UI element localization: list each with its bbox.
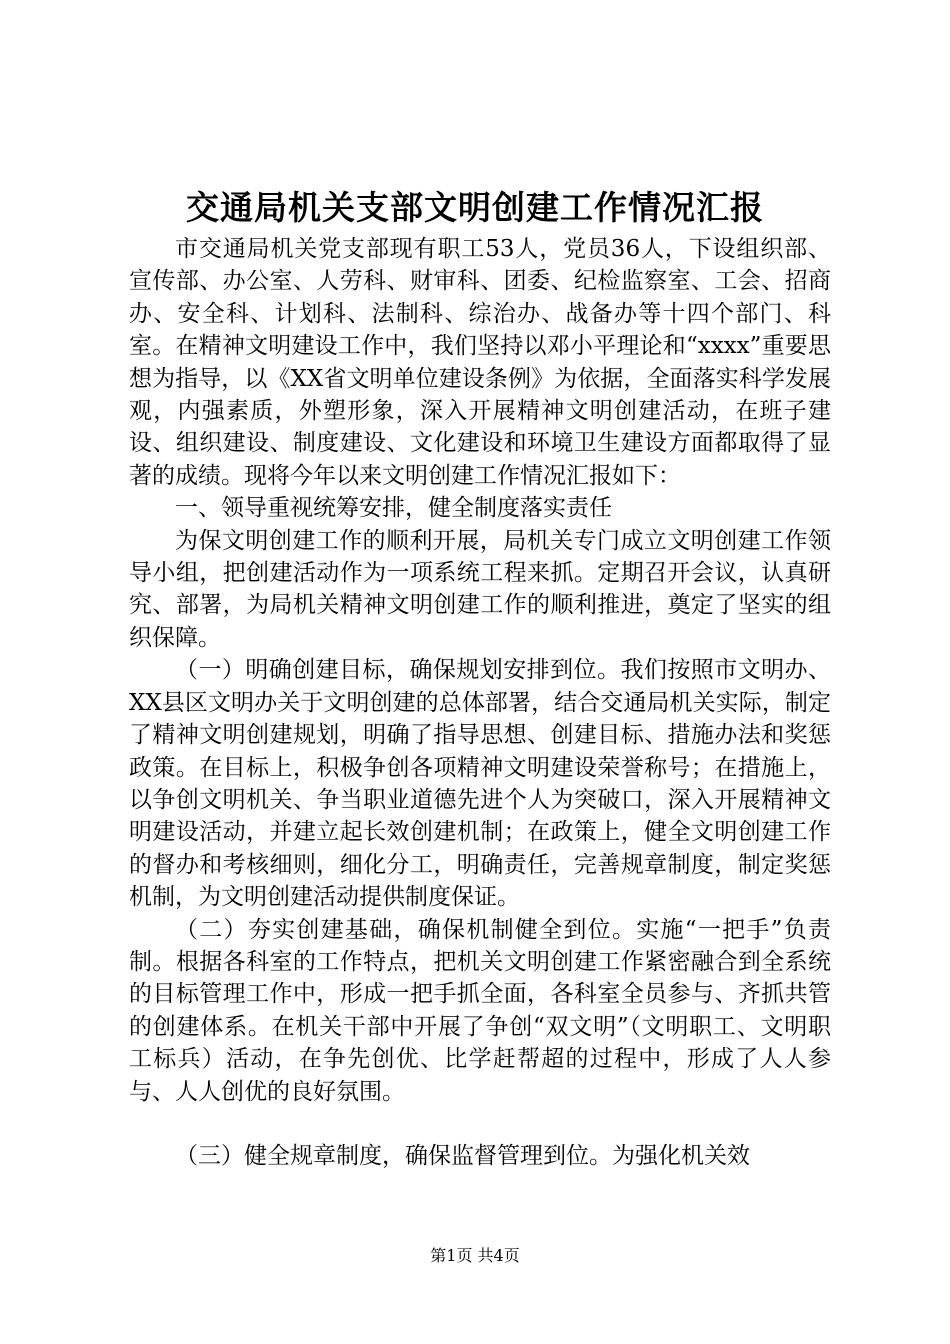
page-number-footer: 第1页 共4页 <box>430 1246 520 1265</box>
paragraph-section-1: 为保文明创建工作的顺利开展，局机关专门成立文明创建工作领导小组，把创建活动作为一项系统工程来抓。定期召开会议，认真研究、部署，为局机关精神文明创建工作的顺利推进，奠定了坚实的组织保障。 <box>129 527 831 651</box>
document-body <box>129 233 831 1172</box>
document-title: 交通局机关支部文明创建工作情况汇报 <box>186 188 764 227</box>
paragraph-subsection-3: （三）健全规章制度，确保监督管理到位。为强化机关效 <box>175 1142 750 1169</box>
paragraph-intro: 市交通局机关党支部现有职工53人，党员36人，下设组织部、宣传部、办公室、人劳科、财审科、团委、纪检监察室、工会、招商办、安全科、计划科、法制科、综治办、战备办等十四个部门、科室。在精神文明建设工作中，我们坚持以邓小平理论和“xxxx”重要思想为指导，以《XX省文明单位建设条例》为依据，全面落实科学发展观，内强素质，外塑形象，深入开展精神文明创建活动，在班子建设、组织建设、制度建设、文化建设和环境卫生建设方面都取得了显著的成绩。现将今年以来文明创建工作情况汇报如下： <box>129 236 831 489</box>
section-heading-1: 一、领导重视统筹安排，健全制度落实责任 <box>175 495 612 522</box>
paragraph-subsection-1: （一）明确创建目标，确保规划安排到位。我们按照市文明办、XX县区文明办关于文明创建的总体部署，结合交通局机关实际，制定了精神文明创建规划，明确了指导思想、创建目标、措施办法和奖惩政策。在目标上，积极争创各项精神文明建设荣誉称号；在措施上，以争创文明机关、争当职业道德先进个人为突破口，深入开展精神文明建设活动，并建立起长效创建机制；在政策上，健全文明创建工作的督办和考核细则，细化分工，明确责任，完善规章制度，制定奖惩机制，为文明创建活动提供制度保证。 <box>129 657 831 911</box>
paragraph-subsection-2: （二）夯实创建基础，确保机制健全到位。实施“一把手”负责制。根据各科室的工作特点，把机关文明创建工作紧密融合到全系统的目标管理工作中，形成一把手抓全面，各科室全员参与、齐抓共管的创建体系。在机关干部中开展了争创“双文明”（文明职工、文明职工标兵）活动，在争先创优、比学赶帮超的过程中，形成了人人参与、人人创优的良好氛围。 <box>129 916 831 1105</box>
